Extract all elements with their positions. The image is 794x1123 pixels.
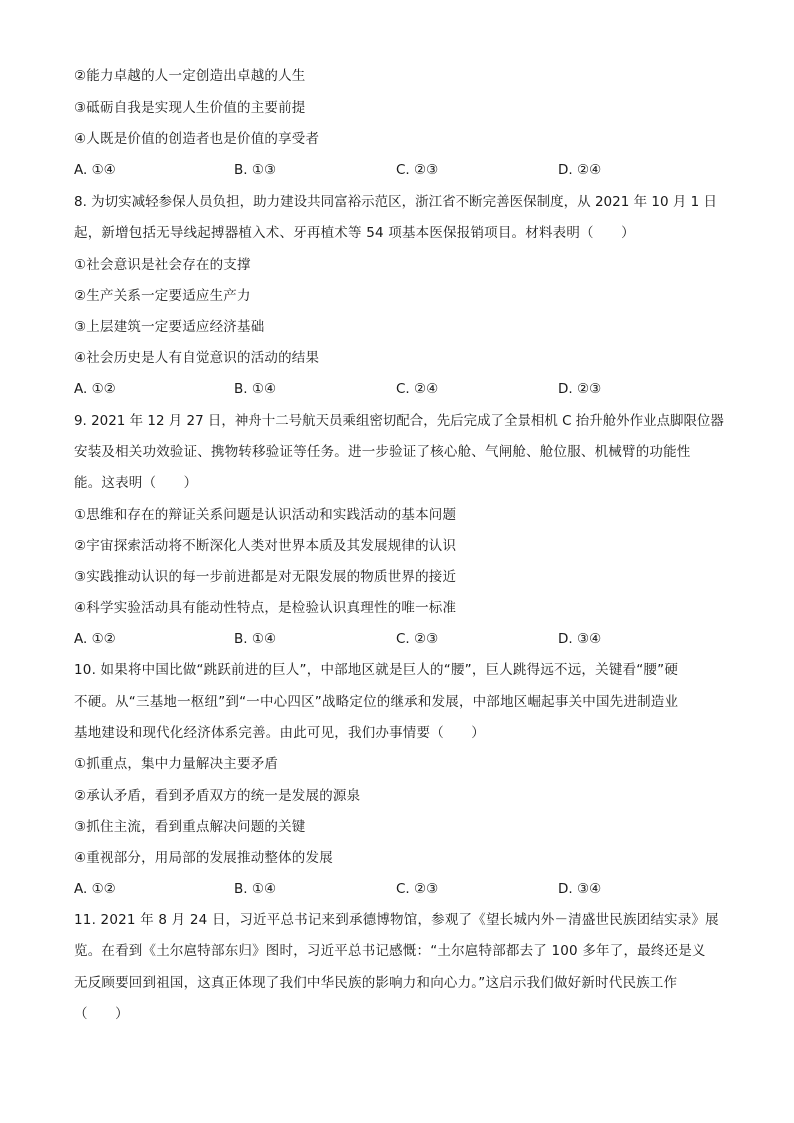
q11-stem-line: （ ） (74, 1006, 129, 1022)
q10-statement: ①抓重点，集中力量解决主要矛盾 (74, 756, 279, 772)
statement-2: ②能力卓越的人一定创造出卓越的人生 (74, 68, 306, 84)
q8-statement: ③上层建筑一定要适应经济基础 (74, 319, 265, 335)
q9-statement: ③实践推动认识的每一步前进都是对无限发展的物质世界的接近 (74, 569, 457, 585)
q9-stem-line: 安装及相关功效验证、携物转移验证等任务。进一步验证了核心舱、气闸舱、舱位服、机械臂的功能性 (74, 444, 691, 460)
q9-stem-line: 能。这表明（ ） (74, 475, 198, 491)
q8-option-c[interactable]: C. ②④ (396, 381, 439, 397)
option-a[interactable]: A. ①④ (74, 162, 116, 178)
q10-statement: ④重视部分，用局部的发展推动整体的发展 (74, 850, 333, 866)
q8-stem-line: 起，新增包括无导线起搏器植入术、牙再植术等 54 项基本医保报销项目。材料表明（ ） (74, 225, 635, 241)
q9-option-c[interactable]: C. ②③ (396, 631, 439, 647)
q10-option-a[interactable]: A. ①② (74, 881, 116, 897)
q10-stem-line: 10. 如果将中国比做“跳跃前进的巨人”，中部地区就是巨人的“腰”，巨人跳得远不远，关键看“腰”硬 (74, 662, 679, 678)
q9-statement: ②宇宙探索活动将不断深化人类对世界本质及其发展规律的认识 (74, 538, 457, 554)
q8-statement: ④社会历史是人有自觉意识的活动的结果 (74, 350, 320, 366)
statement-4: ④人既是价值的创造者也是价值的享受者 (74, 131, 320, 147)
q8-option-b[interactable]: B. ①④ (234, 381, 277, 397)
q11-stem-line: 无反顾要回到祖国，这真正体现了我们中华民族的影响力和向心力。”这启示我们做好新时代民族工作 (74, 975, 678, 991)
q8-statement: ①社会意识是社会存在的支撑 (74, 257, 251, 273)
q9-statement: ①思维和存在的辩证关系问题是认识活动和实践活动的基本问题 (74, 507, 457, 523)
q10-stem-line: 基地建设和现代化经济体系完善。由此可见，我们办事情要（ ） (74, 725, 485, 741)
q10-option-c[interactable]: C. ②③ (396, 881, 439, 897)
q8-stem-line: 8. 为切实减轻参保人员负担，助力建设共同富裕示范区，浙江省不断完善医保制度，从 2021 年 10 月 1 日 (74, 194, 718, 210)
q10-option-d[interactable]: D. ③④ (558, 881, 602, 897)
q10-stem-line: 不硬。从“三基地一枢纽”到“一中心四区”战略定位的继承和发展，中部地区崛起事关中国先进制造业 (74, 694, 679, 710)
q9-stem-line: 9. 2021 年 12 月 27 日，神舟十二号航天员乘组密切配合，先后完成了全景相机 C 抬升舱外作业点脚限位器 (74, 413, 724, 429)
option-d[interactable]: D. ②④ (558, 162, 602, 178)
statement-3: ③砥砺自我是实现人生价值的主要前提 (74, 100, 306, 116)
q9-option-a[interactable]: A. ①② (74, 631, 116, 647)
q10-option-b[interactable]: B. ①④ (234, 881, 277, 897)
q9-option-d[interactable]: D. ③④ (558, 631, 602, 647)
option-b[interactable]: B. ①③ (234, 162, 277, 178)
q8-option-a[interactable]: A. ①② (74, 381, 116, 397)
q8-answer-options (74, 379, 724, 399)
q8-option-d[interactable]: D. ②③ (558, 381, 602, 397)
answer-options (74, 160, 724, 180)
q11-stem-line: 11. 2021 年 8 月 24 日，习近平总书记来到承德博物馆，参观了《望长城内外－清盛世民族团结实录》展 (74, 912, 719, 928)
q8-statement: ②生产关系一定要适应生产力 (74, 288, 251, 304)
q11-stem-line: 览。在看到《土尔扈特部东归》图时，习近平总书记感慨：“土尔扈特部都去了 100 多年了，最终还是义 (74, 943, 706, 959)
q9-statement: ④科学实验活动具有能动性特点，是检验认识真理性的唯一标准 (74, 600, 457, 616)
q10-answer-options (74, 879, 724, 899)
q10-statement: ②承认矛盾，看到矛盾双方的统一是发展的源泉 (74, 788, 361, 804)
q10-statement: ③抓住主流，看到重点解决问题的关键 (74, 819, 306, 835)
q9-answer-options (74, 629, 724, 649)
option-c[interactable]: C. ②③ (396, 162, 439, 178)
q9-option-b[interactable]: B. ①④ (234, 631, 277, 647)
